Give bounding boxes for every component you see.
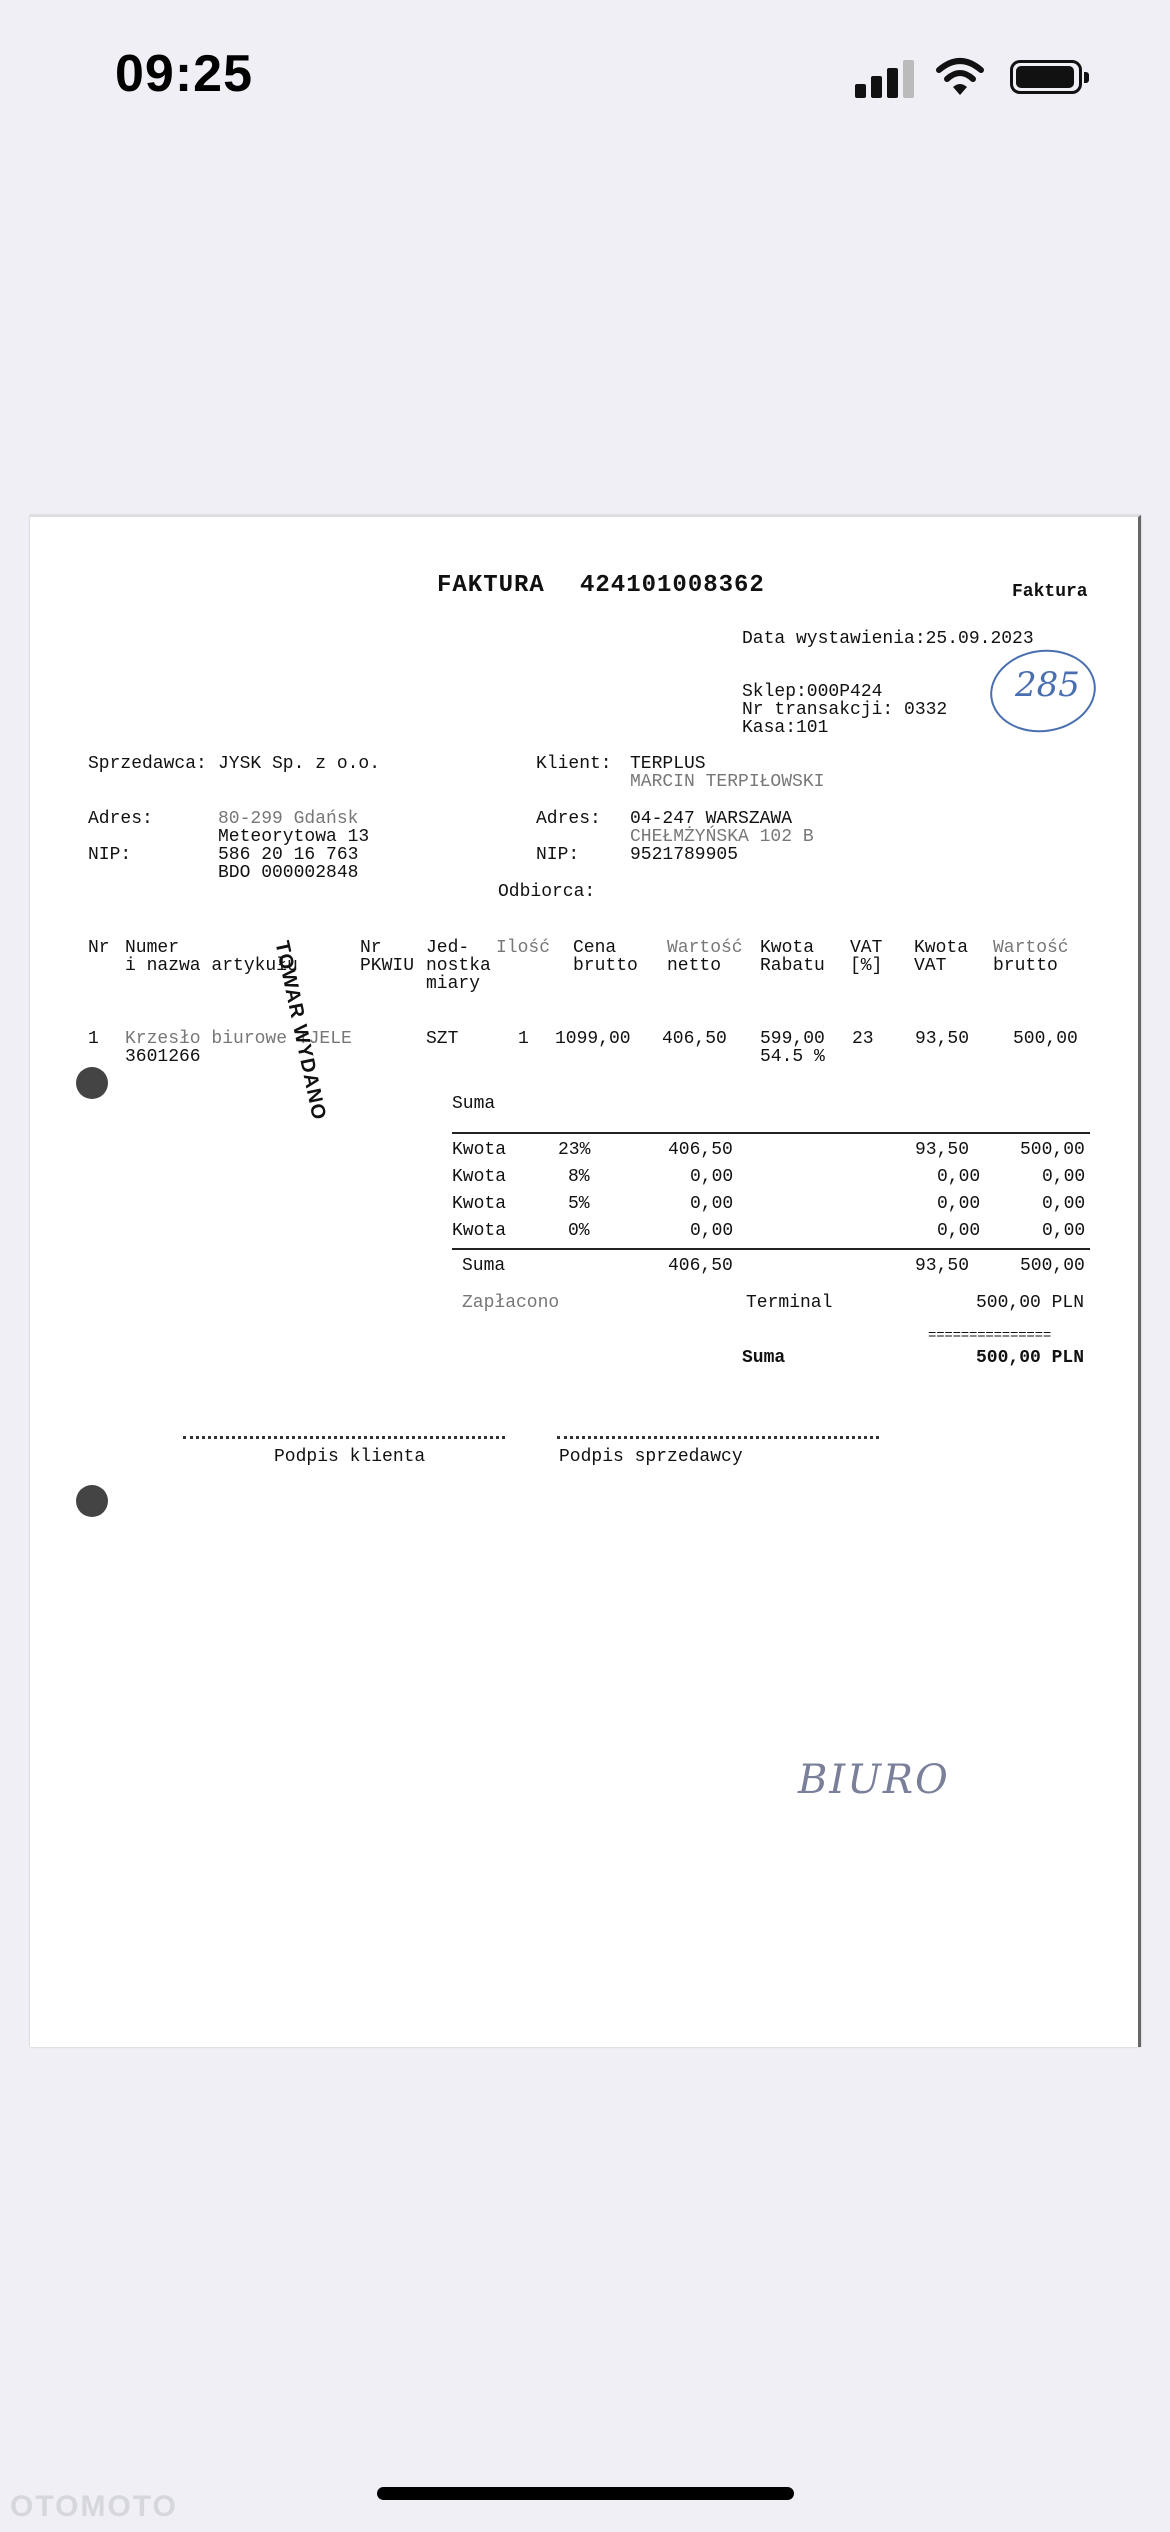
handwritten-note: BIURO: [798, 1757, 950, 1803]
summary-row-vat: 93,50: [915, 1140, 970, 1160]
summary-total-net: 406,50: [668, 1256, 733, 1276]
col-price-line1: Cena: [573, 938, 617, 958]
recipient-label: Odbiorca:: [498, 882, 596, 902]
terminal-amount: 500,00 PLN: [976, 1293, 1085, 1313]
summary-row-vat: 0,00: [937, 1167, 981, 1187]
col-vat-amount-line2: VAT: [914, 956, 947, 976]
seller-nip-label: NIP:: [88, 845, 132, 865]
status-time: 09:25: [115, 45, 253, 103]
punch-hole: [76, 1067, 108, 1099]
client-signature-line: [183, 1436, 505, 1439]
col-discount-line1: Kwota: [760, 938, 815, 958]
punch-hole: [76, 1485, 108, 1517]
col-vat-line1: VAT: [850, 938, 883, 958]
col-vat-amount-line1: Kwota: [914, 938, 969, 958]
wifi-icon: [935, 56, 985, 98]
equals-separator: ===============: [928, 1328, 1052, 1344]
home-indicator[interactable]: [377, 2487, 794, 2500]
col-gross-line1: Wartość: [993, 938, 1069, 958]
invoice-number: 424101008362: [580, 572, 765, 599]
row-price: 1099,00: [555, 1029, 631, 1049]
col-name-line2: i nazwa artykułu: [125, 956, 298, 976]
final-total-label: Suma: [742, 1348, 786, 1368]
summary-row-vat: 0,00: [937, 1194, 981, 1214]
transaction-number: Nr transakcji: 0332: [742, 700, 948, 720]
client-label: Klient:: [536, 754, 612, 774]
seller-address-line1: 80-299 Gdańsk: [218, 809, 359, 829]
row-item-name: Krzesło biurowe TJELE: [125, 1029, 352, 1049]
row-nr: 1: [88, 1029, 99, 1049]
client-nip-label: NIP:: [536, 845, 580, 865]
battery-icon: [1010, 60, 1082, 94]
col-unit-line2: nostka: [426, 956, 491, 976]
register-number: Kasa:101: [742, 718, 829, 738]
store-number: Sklep:000P424: [742, 682, 883, 702]
handwritten-number: 285: [1015, 665, 1080, 705]
row-qty: 1: [518, 1029, 529, 1049]
client-name-line2: MARCIN TERPIŁOWSKI: [630, 772, 825, 792]
summary-row-gross: 0,00: [1042, 1221, 1086, 1241]
summary-row-label: Kwota: [452, 1140, 507, 1160]
row-unit: SZT: [426, 1029, 459, 1049]
client-address-line2: CHEŁMŻYŃSKA 102 B: [630, 827, 814, 847]
col-vat-line2: [%]: [850, 956, 883, 976]
divider: [452, 1132, 1090, 1134]
summary-row-net: 406,50: [668, 1140, 733, 1160]
summary-total-label: Suma: [462, 1256, 506, 1276]
seller-address-label: Adres:: [88, 809, 153, 829]
client-address-line1: 04-247 WARSZAWA: [630, 809, 793, 829]
summary-total-gross: 500,00: [1020, 1256, 1085, 1276]
col-discount-line2: Rabatu: [760, 956, 825, 976]
invoice-document: [30, 515, 1141, 2047]
col-price-line2: brutto: [573, 956, 638, 976]
summary-row-net: 0,00: [690, 1167, 734, 1187]
col-nr: Nr: [88, 938, 110, 958]
summary-row-net: 0,00: [690, 1221, 734, 1241]
client-address-label: Adres:: [536, 809, 601, 829]
row-discount: 599,00: [760, 1029, 825, 1049]
col-net-line2: netto: [667, 956, 722, 976]
seller-signature-label: Podpis sprzedawcy: [559, 1447, 743, 1467]
divider: [452, 1248, 1090, 1250]
summary-row-vat: 0,00: [937, 1221, 981, 1241]
seller-nip: 586 20 16 763: [218, 845, 359, 865]
summary-row-gross: 500,00: [1020, 1140, 1085, 1160]
row-item-code: 3601266: [125, 1047, 201, 1067]
col-gross-line2: brutto: [993, 956, 1058, 976]
col-qty: Ilość: [496, 938, 551, 958]
seller-address-line2: Meteorytowa 13: [218, 827, 370, 847]
row-vat: 23: [852, 1029, 874, 1049]
summary-row-rate: 5%: [568, 1194, 590, 1214]
summary-row-label: Kwota: [452, 1167, 507, 1187]
col-net-line1: Wartość: [667, 938, 743, 958]
terminal-label: Terminal: [746, 1293, 833, 1313]
summary-row-label: Kwota: [452, 1194, 507, 1214]
seller-signature-line: [557, 1436, 879, 1439]
summary-row-rate: 8%: [568, 1167, 590, 1187]
row-discount-pct: 54.5 %: [760, 1047, 825, 1067]
final-total-amount: 500,00 PLN: [976, 1348, 1085, 1368]
seller-bdo: BDO 000002848: [218, 863, 359, 883]
col-pkwiu-line1: Nr: [360, 938, 382, 958]
summary-row-label: Kwota: [452, 1221, 507, 1241]
cellular-signal-icon: [855, 56, 915, 98]
invoice-type-label: Faktura: [1012, 582, 1088, 602]
summary-title: Suma: [452, 1094, 496, 1114]
seller-name: JYSK Sp. z o.o.: [218, 754, 381, 774]
col-name-line1: Numer: [125, 938, 180, 958]
client-name-line1: TERPLUS: [630, 754, 706, 774]
row-vat-amount: 93,50: [915, 1029, 970, 1049]
summary-total-vat: 93,50: [915, 1256, 970, 1276]
row-net: 406,50: [662, 1029, 727, 1049]
row-gross: 500,00: [1013, 1029, 1078, 1049]
invoice-heading: FAKTURA: [437, 572, 545, 599]
summary-row-net: 0,00: [690, 1194, 734, 1214]
issue-date: Data wystawienia:25.09.2023: [742, 629, 1034, 649]
towar-wydano-stamp: TOWAR WYDANO: [270, 939, 330, 1123]
paid-label: Zapłacono: [462, 1293, 560, 1313]
summary-row-gross: 0,00: [1042, 1167, 1086, 1187]
col-pkwiu-line2: PKWIU: [360, 956, 415, 976]
seller-label: Sprzedawca:: [88, 754, 207, 774]
col-unit-line3: miary: [426, 974, 481, 994]
summary-row-rate: 23%: [558, 1140, 591, 1160]
summary-row-rate: 0%: [568, 1221, 590, 1241]
client-signature-label: Podpis klienta: [274, 1447, 426, 1467]
col-unit-line1: Jed-: [426, 938, 470, 958]
summary-row-gross: 0,00: [1042, 1194, 1086, 1214]
otomoto-watermark: OTOMOTO: [10, 2490, 178, 2523]
client-nip: 9521789905: [630, 845, 739, 865]
